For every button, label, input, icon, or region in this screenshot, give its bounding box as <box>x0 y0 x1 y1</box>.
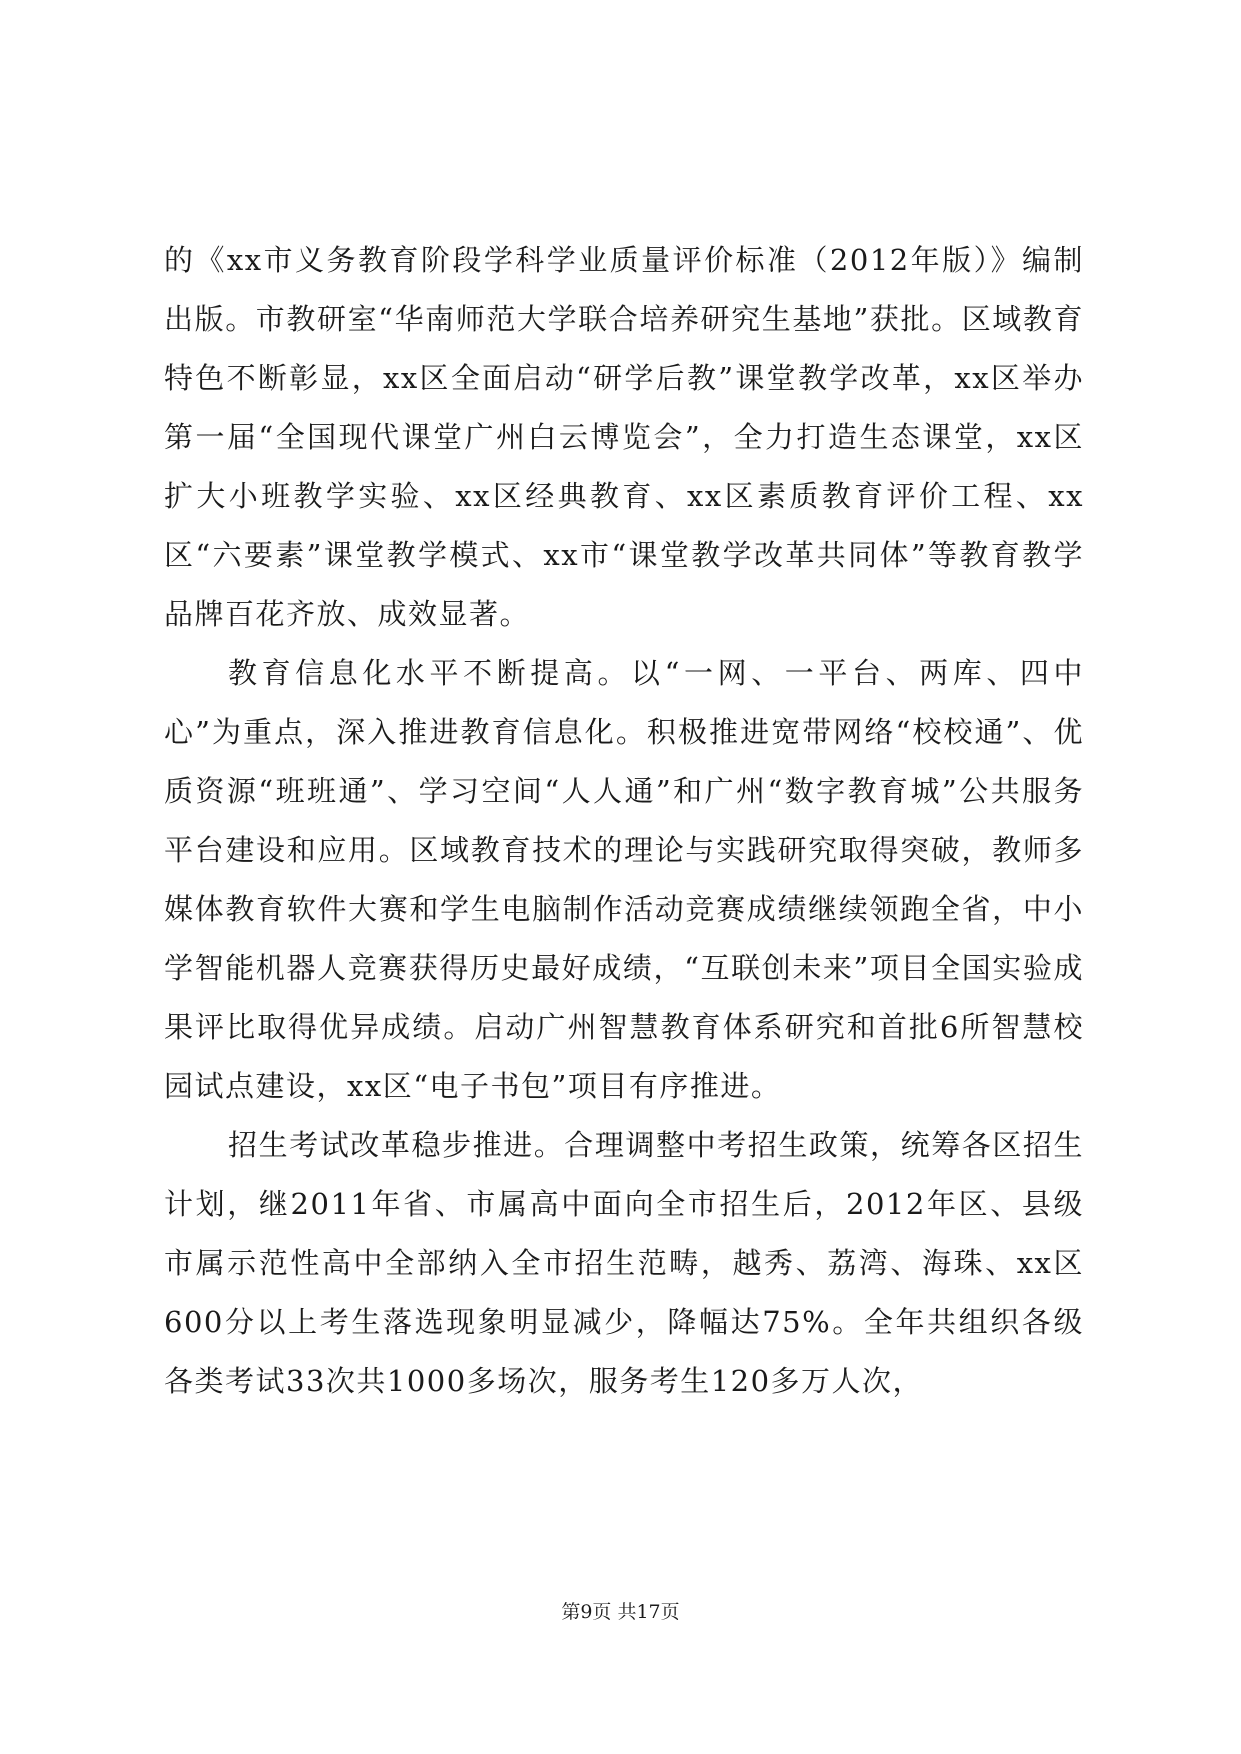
paragraph-3: 招生考试改革稳步推进。合理调整中考招生政策，统筹各区招生计划，继2011年省、市属高中面向全市招生后，2012年区、县级市属示范性高中全部纳入全市招生范畴，越秀、荔湾、海珠、xx区600分以上考生落选现象明显减少，降幅达75%。全年共组织各级各类考试33次共1000多场次，服务考生120多万人次， <box>164 1128 1084 1398</box>
page-footer <box>0 1599 1241 1625</box>
document-body <box>164 231 1084 1411</box>
paragraph-1: 的《xx市义务教育阶段学科学业质量评价标准（2012年版）》编制出版。市教研室“华南师范大学联合培养研究生基地”获批。区域教育特色不断彰显，xx区全面启动“研学后教”课堂教学改革，xx区举办第一届“全国现代课堂广州白云博览会”，全力打造生态课堂，xx区扩大小班教学实验、xx区经典教育、xx区素质教育评价工程、xx区“六要素”课堂教学模式、xx市“课堂教学改革共同体”等教育教学品牌百花齐放、成效显著。 <box>164 243 1084 631</box>
paragraph-2: 教育信息化水平不断提高。以“一网、一平台、两库、四中心”为重点，深入推进教育信息化。积极推进宽带网络“校校通”、优质资源“班班通”、学习空间“人人通”和广州“数字教育城”公共服务平台建设和应用。区域教育技术的理论与实践研究取得突破，教师多媒体教育软件大赛和学生电脑制作活动竞赛成绩继续领跑全省，中小学智能机器人竞赛获得历史最好成绩，“互联创未来”项目全国实验成果评比取得优异成绩。启动广州智慧教育体系研究和首批6所智慧校园试点建设，xx区“电子书包”项目有序推进。 <box>164 656 1084 1103</box>
page-number-label: 第9页 共17页 <box>561 1601 680 1623</box>
